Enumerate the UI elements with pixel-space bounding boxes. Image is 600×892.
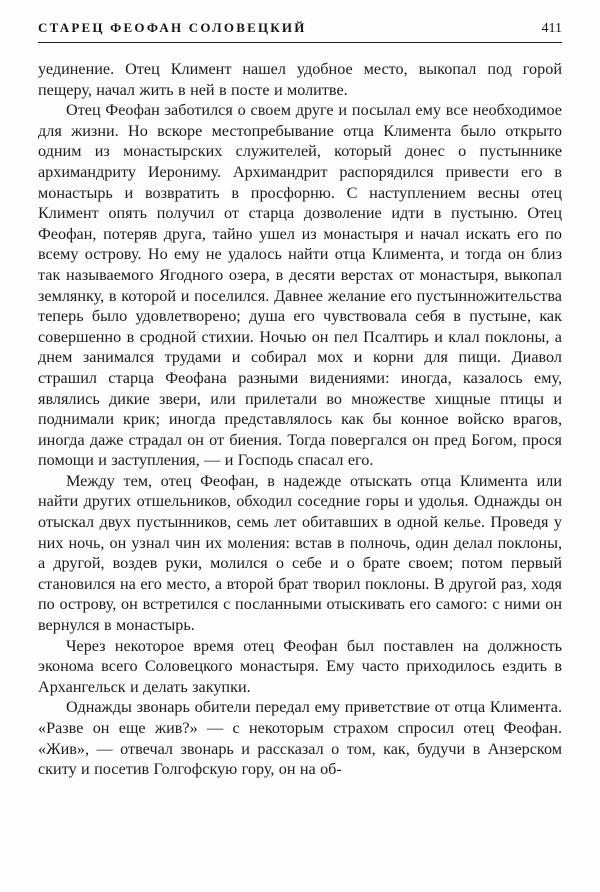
paragraph-1: уединение. Отец Климент нашел удобное место, выкопал под горой пещеру, начал жить в ней в посте и молитве. (38, 60, 562, 99)
page-number: 411 (541, 21, 562, 36)
running-title: СТАРЕЦ ФЕОФАН СОЛОВЕЦКИЙ (38, 20, 307, 35)
paragraph-3: Между тем, отец Феофан, в надежде отыскать отца Климента или найти других отшельников, обходил соседние горы и удолья. Однажды он отыскал двух пустынников, семь лет обитавших в одной келье. Проведя у них ночь, он узнал чин их моления: встав в полночь, один делал поклоны, а другой, воздев руки, молился о себе и о брате своем; потом первый становился на его место, а второй брат творил поклоны. В другой раз, ходя по острову, он встретился с посланными отыскивать его самого: с ними он вернулся в монастырь. (38, 471, 562, 635)
paragraph-5: Однажды звонарь обители передал ему приветствие от отца Климента. «Разве он еще жив?» — с некоторым страхом спросил отец Феофан. «Жив», — отвечал звонарь и рассказал о том, как, будучи в Анзерском скиту и посетив Голгофскую гору, он на об- (38, 698, 562, 779)
header-rule (38, 42, 562, 43)
paragraph-2: Отец Феофан заботился о своем друге и посылал ему все необходимое для жизни. Но вскоре местопребывание отца Климента было открыто одним из монастырских служителей, который донес о пустыннике архимандриту Иерониму. Архимандрит распорядился привести его в монастырь и возвратить в просфорню. С наступлением весны отец Климент опять получил от старца дозволение идти в пустыню. Отец Феофан, потеряв друга, тайно ушел из монастыря и начал искать его по всему острову. Но ему не удалось найти отца Климента, и тогда он близ так называемого Ягодного озера, в десяти верстах от монастыря, выкопал землянку, в которой и поселился. Давнее желание его пустынножительства теперь было удовлетворено; душа его чувствовала себя в пустыне, как совершенно в сродной стихии. Ночью он пел Псалтирь и клал поклоны, а днем занимался трудами и собирал мох и корни для пищи. Диавол страшил старца Феофана разными видениями: иногда, казалось ему, являлись дикие звери, или прилетали во множестве хищные птицы и поднимали крик; иногда представлялось как бы конное войско врагов, иногда даже страдал он от биения. Тогда повергался он пред Богом, прося помощи и заступления, — и Господь спасал его. (38, 101, 562, 470)
body-text (38, 59, 562, 780)
paragraph-4: Через некоторое время отец Феофан был поставлен на должность эконома всего Соловецкого монастыря. Ему часто приходилось ездить в Архангельск и делать закупки. (38, 636, 562, 696)
page-header (38, 20, 562, 37)
